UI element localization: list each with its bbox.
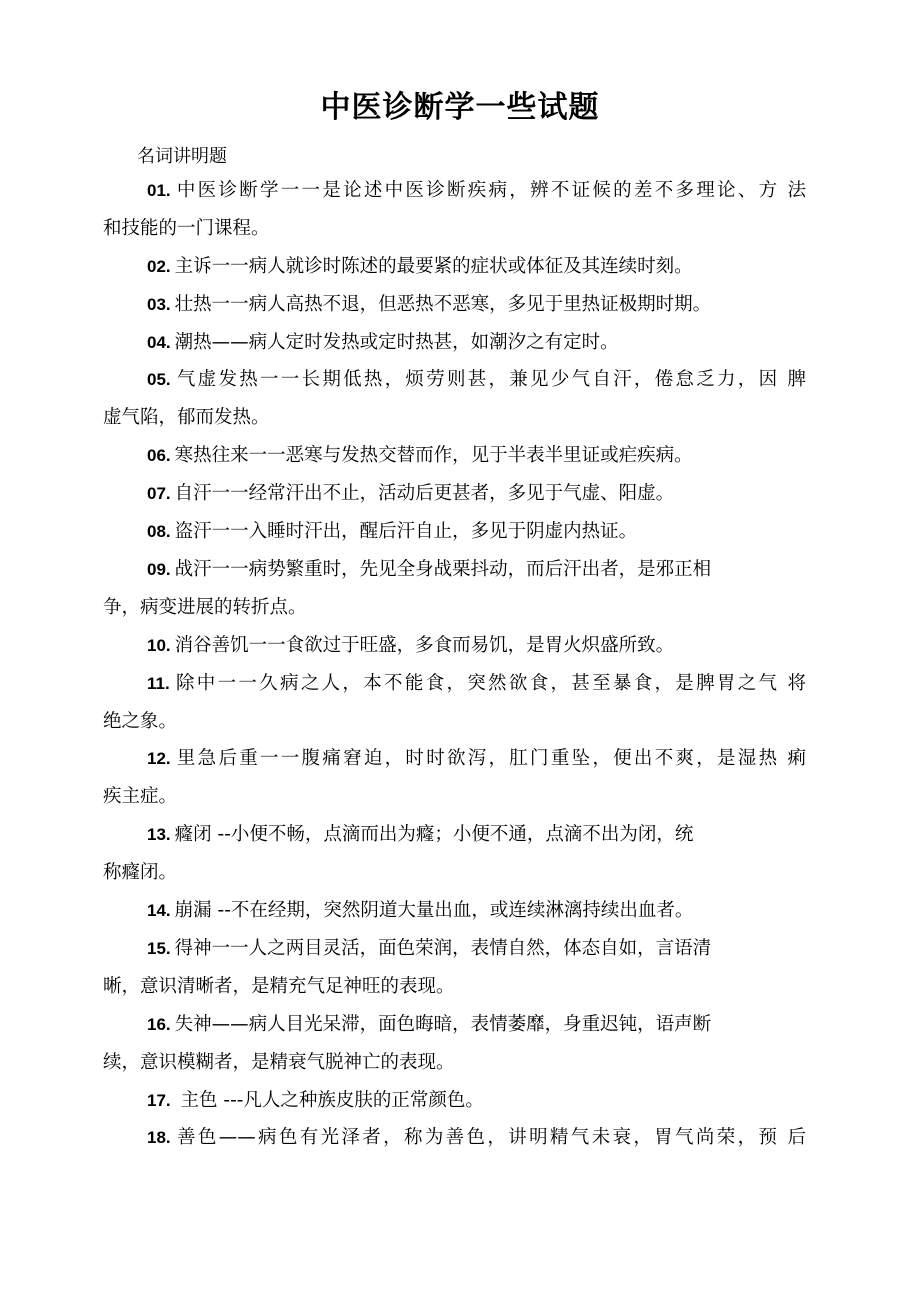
term-entry bbox=[147, 1013, 806, 1037]
entry-text: 主诉一一病人就诊时陈述的最要紧的症状或体征及其连续时刻。 bbox=[174, 256, 693, 277]
entry-number: 09. bbox=[147, 560, 171, 579]
entry-number: 13. bbox=[147, 825, 171, 844]
section-heading: 名词讲明题 bbox=[137, 146, 227, 167]
entry-number: 01. bbox=[147, 181, 171, 200]
term-entry bbox=[147, 747, 806, 771]
entry-number: 17. bbox=[147, 1091, 171, 1110]
entry-text: 自汗一一经常汗出不止，活动后更甚者，多见于气虚、阳虚。 bbox=[174, 483, 675, 504]
term-entry bbox=[147, 1089, 806, 1113]
term-entry-continuation bbox=[103, 861, 806, 885]
entry-text: 绝之象。 bbox=[103, 711, 178, 732]
term-entry bbox=[147, 482, 806, 506]
term-entry bbox=[147, 1126, 806, 1150]
entry-text: 消谷善饥一一食欲过于旺盛，多食而易饥，是胃火炽盛所致。 bbox=[174, 635, 675, 656]
entry-number: 02. bbox=[147, 257, 171, 276]
entry-number: 08. bbox=[147, 522, 171, 541]
term-entry bbox=[147, 634, 806, 658]
term-entry bbox=[147, 368, 806, 392]
entry-text: 里急后重一一腹痛窘迫，时时欲泻，肛门重坠，便出不爽，是湿热 痢 bbox=[174, 748, 806, 769]
entry-text: 战汗一一病势繁重时，先见全身战栗抖动，而后汗出者，是邪正相 bbox=[174, 559, 712, 580]
term-entry bbox=[147, 558, 806, 582]
term-entry bbox=[147, 331, 806, 355]
term-entry-continuation bbox=[103, 710, 806, 734]
term-entry bbox=[147, 255, 806, 279]
term-entry bbox=[147, 520, 806, 544]
entry-number: 14. bbox=[147, 901, 171, 920]
term-entry-continuation bbox=[103, 785, 806, 809]
entry-text: 盗汗一一入睡时汗出，醒后汗自止，多见于阴虚内热证。 bbox=[174, 521, 638, 542]
entry-number: 04. bbox=[147, 333, 171, 352]
term-entry bbox=[147, 179, 806, 203]
entry-text: 潮热——病人定时发热或定时热甚，如潮汐之有定时。 bbox=[174, 332, 619, 353]
entry-number: 07. bbox=[147, 484, 171, 503]
entry-text: 寒热往来一一恶寒与发热交替而作，见于半表半里证或疟疾病。 bbox=[174, 445, 693, 466]
entry-text: 气虚发热一一长期低热，烦劳则甚，兼见少气自汗，倦怠乏力，因 脾 bbox=[174, 369, 806, 390]
term-entry bbox=[147, 293, 806, 317]
entry-text: 主色 ---凡人之种族皮肤的正常颜色。 bbox=[174, 1090, 484, 1111]
entry-text: 除中一一久病之人，本不能食，突然欲食，甚至暴食，是脾胃之气 将 bbox=[173, 673, 806, 694]
term-entry bbox=[147, 899, 806, 923]
term-entry-continuation bbox=[103, 217, 806, 241]
entry-number: 18. bbox=[147, 1128, 171, 1147]
entry-number: 03. bbox=[147, 295, 171, 314]
term-entry bbox=[147, 937, 806, 961]
entry-text: 争，病变进展的转折点。 bbox=[103, 597, 307, 618]
entry-text: 续，意识模糊者，是精衰气脱神亡的表现。 bbox=[103, 1052, 455, 1073]
entry-number: 16. bbox=[147, 1015, 171, 1034]
term-entry-continuation bbox=[103, 1051, 806, 1075]
entry-number: 10. bbox=[147, 636, 171, 655]
term-entry bbox=[147, 672, 806, 696]
entry-text: 壮热一一病人高热不退，但恶热不恶寒，多见于里热证极期时期。 bbox=[174, 294, 712, 315]
entry-text: 失神——病人目光呆滞，面色晦暗，表情萎靡，身重迟钝，语声断 bbox=[174, 1014, 712, 1035]
entry-text: 和技能的一门课程。 bbox=[103, 218, 270, 239]
term-entry-continuation bbox=[103, 596, 806, 620]
entry-number: 11. bbox=[147, 674, 170, 693]
entry-number: 15. bbox=[147, 939, 171, 958]
term-entry-continuation bbox=[103, 406, 806, 430]
entry-text: 中医诊断学一一是论述中医诊断疾病，辨不证候的差不多理论、方 法 bbox=[174, 180, 806, 201]
entry-number: 12. bbox=[147, 749, 171, 768]
entry-number: 06. bbox=[147, 446, 171, 465]
entry-text: 晰，意识清晰者，是精充气足神旺的表现。 bbox=[103, 976, 455, 997]
entry-text: 称癃闭。 bbox=[103, 862, 178, 883]
entry-text: 善色——病色有光泽者，称为善色，讲明精气未衰，胃气尚荣，预 后 bbox=[174, 1127, 806, 1148]
entry-text: 得神一一人之两目灵活，面色荣润，表情自然，体态自如，言语清 bbox=[174, 938, 712, 959]
entry-text: 崩漏 --不在经期，突然阴道大量出血，或连续淋漓持续出血者。 bbox=[174, 900, 694, 921]
term-entry-continuation bbox=[103, 975, 806, 999]
entry-number: 05. bbox=[147, 370, 171, 389]
entry-text: 癃闭 --小便不畅，点滴而出为癃；小便不通，点滴不出为闭，统 bbox=[174, 824, 694, 845]
term-entry bbox=[147, 444, 806, 468]
term-entry bbox=[147, 823, 806, 847]
entry-text: 疾主症。 bbox=[103, 786, 178, 807]
entry-text: 虚气陷，郁而发热。 bbox=[103, 407, 270, 428]
document-title: 中医诊断学一些试题 bbox=[320, 90, 600, 125]
